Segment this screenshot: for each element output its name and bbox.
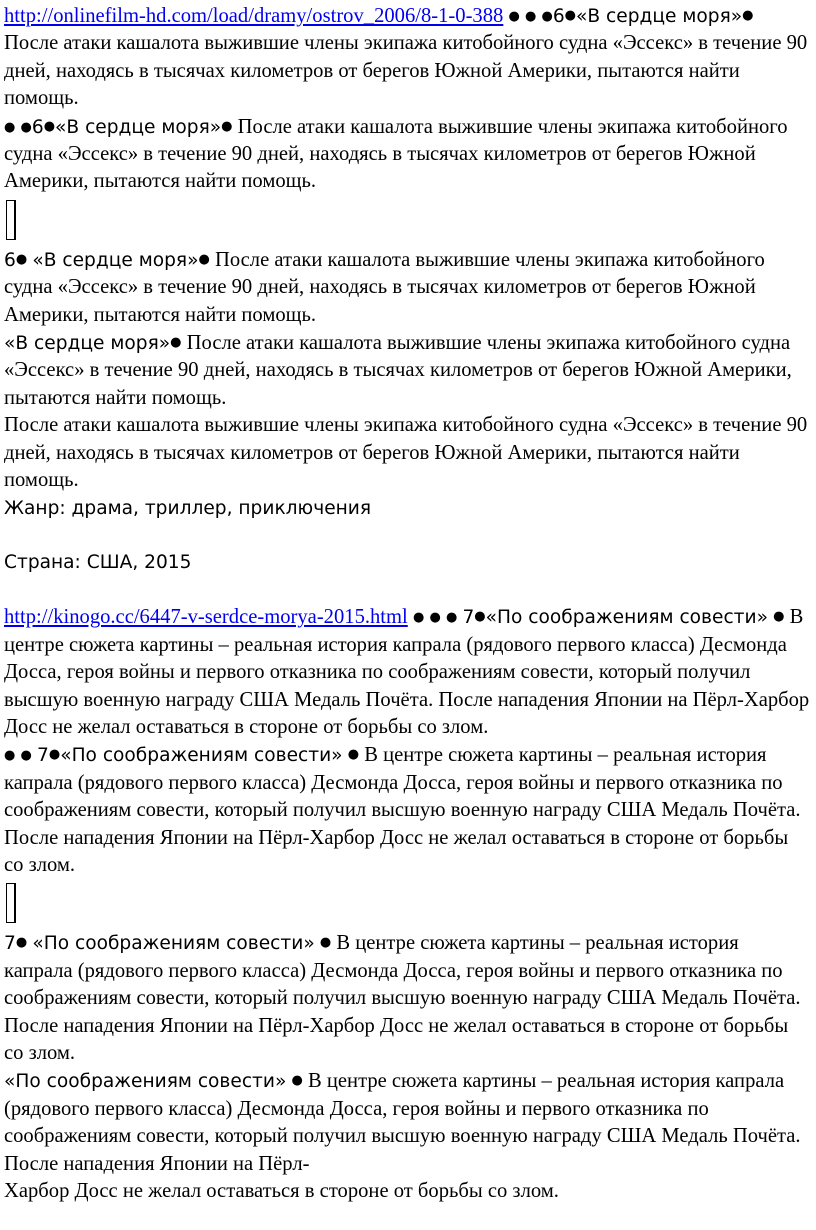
movie2-number: 7 [462,607,475,629]
bullet-icon: ● [541,9,553,24]
bullet-icon: ● [15,935,28,951]
movie1-country: Страна: США, 2015 [4,551,192,573]
movie1-line-a [4,2,810,113]
movie2-number: 7 [37,745,49,767]
bullet-icon: ● [43,118,56,134]
movie1-description: После атаки кашалота выжившие члены экипажа китобойного судна «Эссекс» в течение 90 дней, находясь в тысячах километров от берегов Южной Америки, пытаются найти помощь. [4,414,808,492]
bullet-icon: ● [412,610,425,626]
bullet-icon: ● [15,251,28,267]
movie1-description: После атаки кашалота выжившие члены экипажа китобойного судна «Эссекс» в течение 90 дней, находясь в тысячах километров от берегов Южной Америки, пытаются найти помощь. [4,332,792,409]
movie1-number: 6 [4,249,16,271]
movie1-description: После атаки кашалота выжившие члены экипажа китобойного судна «Эссекс» в течение 90 дней, находясь в тысячах километров от берегов Южной Америки, пытаются найти помощь. [4,115,788,193]
movie1-title: «В сердце моря» [32,249,199,271]
movie2-line-d [4,1067,810,1205]
bullet-icon: ● [20,119,32,135]
movie2-title: «По соображениям совести» [32,933,315,955]
movie1-description: После атаки кашалота выжившие члены экипажа китобойного судна «Эссекс» в течение 90 дней, находясь в тысячах километров от берегов Южной Америки, пытаются найти помощь. [4,32,808,110]
bullet-icon: ● [20,748,32,764]
document-body [4,2,810,1205]
bullet-icon: ● [474,609,486,625]
movie2-description-end: Харбор Досс не желал оставаться в стороне от борьбы со злом. [4,1180,559,1203]
movie1-title: «В сердце моря» [55,116,222,138]
movie2-line-b [4,741,810,879]
movie2-number: 7 [4,933,16,955]
bullet-icon: ● [445,610,458,626]
movie1-line-c [4,246,810,329]
empty-frame [6,200,16,240]
movie1-line-b [4,113,810,196]
bullet-icon: ● [564,8,577,23]
movie1-line-e [4,412,810,494]
movie2-description: В центре сюжета картины – реальная история капрала (рядового первого класса) Десмонда Досса, героя войны и первого отказника по соображениям совести, который получил высшую военную награду США Медаль Почёта. После нападения Японии на Пёрл- [4,1070,801,1175]
bullet-icon: ● [4,119,16,135]
bullet-icon: ● [291,1073,303,1089]
movie2-title: «По соображениям совести» [485,607,768,629]
bullet-icon: ● [170,335,182,351]
bullet-icon: ● [347,747,360,763]
movie1-description: После атаки кашалота выжившие члены экипажа китобойного судна «Эссекс» в течение 90 дней, находясь в тысячах километров от берегов Южной Америки, пытаются найти помощь. [4,248,765,326]
movie1-line-d [4,329,810,412]
bullet-icon: ● [429,610,441,626]
movie2-link[interactable]: http://kinogo.cc/6447-v-serdce-morya-2015.html [4,606,408,629]
bullet-icon: ● [4,748,16,764]
bullet-icon: ● [524,9,537,24]
bullet-icon: ● [508,9,520,24]
bullet-icon: ● [742,8,754,23]
empty-frame [6,883,16,923]
movie1-title: «В сердце моря» [576,6,743,27]
bullet-icon: ● [319,935,332,951]
movie2-description: В центре сюжета картины – реальная история капрала (рядового первого класса) Десмонда Досса, героя войны и первого отказника по соображениям совести, который получил высшую военную награду США Медаль Почёта. После нападения Японии на Пёрл-Харбор Досс не желал оставаться в стороне от борьбы со злом. [4,606,810,738]
movie2-description: В центре сюжета картины – реальная история капрала (рядового первого класса) Десмонда Досса, героя войны и первого отказника по соображениям совести, который получил высшую военную награду США Медаль Почёта. После нападения Японии на Пёрл-Харбор Досс не желал оставаться в стороне от борьбы со злом. [4,744,801,876]
movie2-line-c [4,929,810,1067]
bullet-icon: ● [773,609,785,625]
movie2-description: В центре сюжета картины – реальная история капрала (рядового первого класса) Десмонда Досса, героя войны и первого отказника по соображениям совести, который получил высшую военную награду США Медаль Почёта. После нападения Японии на Пёрл-Харбор Досс не желал оставаться в стороне от борьбы со злом. [4,932,801,1064]
movie1-number: 6 [552,6,565,27]
movie1-genre: Жанр: драма, триллер, приключения [4,497,372,519]
movie1-link[interactable]: http://onlinefilm-hd.com/load/dramy/ostrov_2006/8-1-0-388 [4,5,504,27]
movie2-title: «По соображениям совести» [4,1071,287,1093]
bullet-icon: ● [221,118,233,134]
movie1-title: «В сердце моря» [4,333,171,355]
bullet-icon: ● [198,251,210,267]
movie1-number: 6 [31,116,44,138]
bullet-icon: ● [48,747,61,763]
movie2-title: «По соображениям совести» [60,745,343,767]
movie2-line-a [4,603,810,741]
